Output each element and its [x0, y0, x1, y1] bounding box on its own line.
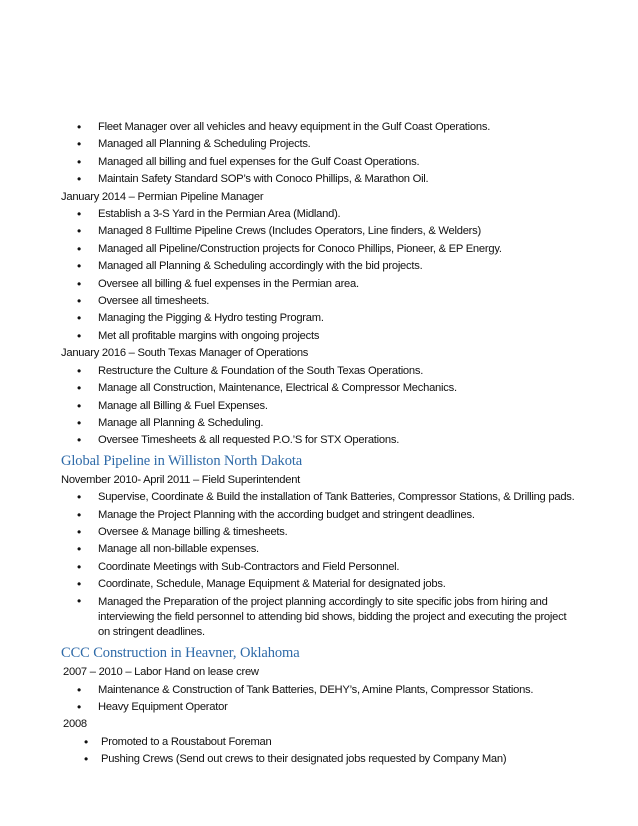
bullet-item: • Maintain Safety Standard SOP’s with Conoco Phillips, & Marathon Oil. [61, 171, 581, 188]
section-heading: Global Pipeline in Williston North Dakota [61, 452, 303, 469]
bullet-item: • Manage all Billing & Fuel Expenses. [61, 398, 581, 415]
resume-body [61, 119, 581, 769]
bullet-item: • Fleet Manager over all vehicles and heavy equipment in the Gulf Coast Operations. [61, 119, 581, 136]
bullet-item: • Managed all Planning & Scheduling accordingly with the bid projects. [61, 258, 581, 275]
bullet-item: • Establish a 3-S Yard in the Permian Area (Midland). [61, 206, 581, 223]
date-role-line: January 2014 – Permian Pipeline Manager [61, 190, 264, 203]
bullet-item: • Oversee all timesheets. [61, 293, 581, 310]
bullet-item: • Promoted to a Roustabout Foreman [61, 734, 581, 751]
bullet-item: • Manage the Project Planning with the according budget and stringent deadlines. [61, 507, 581, 524]
bullet-item: • Coordinate Meetings with Sub-Contractors and Field Personnel. [61, 559, 581, 576]
section-heading: CCC Construction in Heavner, Oklahoma [61, 645, 300, 662]
bullet-item: • Oversee Timesheets & all requested P.O.’S for STX Operations. [61, 432, 581, 449]
bullet-item: • Met all profitable margins with ongoing projects [61, 328, 581, 345]
bullet-item: • Pushing Crews (Send out crews to their designated jobs requested by Company Man) [61, 751, 581, 768]
date-role-line: January 2016 – South Texas Manager of Operations [61, 347, 309, 360]
bullet-item: • Managing the Pigging & Hydro testing Program. [61, 310, 581, 327]
bullet-item: • Supervise, Coordinate & Build the installation of Tank Batteries, Compressor Stations, & Drilling pads. [61, 489, 581, 506]
bullet-item: • Managed all Planning & Scheduling Projects. [61, 136, 581, 153]
bullet-item: • Managed all billing and fuel expenses for the Gulf Coast Operations. [61, 154, 581, 171]
bullet-item: • Manage all non-billable expenses. [61, 541, 581, 558]
bullet-item: • Oversee all billing & fuel expenses in the Permian area. [61, 276, 581, 293]
bullet-item: • Coordinate, Schedule, Manage Equipment & Material for designated jobs. [61, 576, 581, 593]
bullet-item: • Managed all Pipeline/Construction projects for Conoco Phillips, Pioneer, & EP Energy. [61, 241, 581, 258]
section-gulf-coast-continued [61, 119, 581, 450]
date-role-line: 2007 – 2010 – Labor Hand on lease crew [63, 666, 259, 679]
date-role-line: 2008 [63, 718, 87, 731]
date-role-line: November 2010- April 2011 – Field Superintendent [61, 473, 301, 486]
bullet-item: • Managed 8 Fulltime Pipeline Crews (Includes Operators, Line finders, & Welders) [61, 223, 581, 240]
section-ccc-construction [61, 643, 581, 768]
bullet-item: • Oversee & Manage billing & timesheets. [61, 524, 581, 541]
bullet-item: • Manage all Planning & Scheduling. [61, 415, 581, 432]
bullet-item: • Maintenance & Construction of Tank Batteries, DEHY’s, Amine Plants, Compressor Stations. [61, 682, 581, 699]
bullet-item: • Managed the Preparation of the project planning accordingly to site specific jobs from hiring and interviewing the field personnel to attending bid shows, bidding the project and executing the project on stringent deadlines. [61, 594, 581, 643]
section-global-pipeline [61, 451, 581, 642]
bullet-item: • Heavy Equipment Operator [61, 699, 581, 716]
bullet-item: • Manage all Construction, Maintenance, Electrical & Compressor Mechanics. [61, 380, 581, 397]
bullet-item: • Restructure the Culture & Foundation of the South Texas Operations. [61, 363, 581, 380]
